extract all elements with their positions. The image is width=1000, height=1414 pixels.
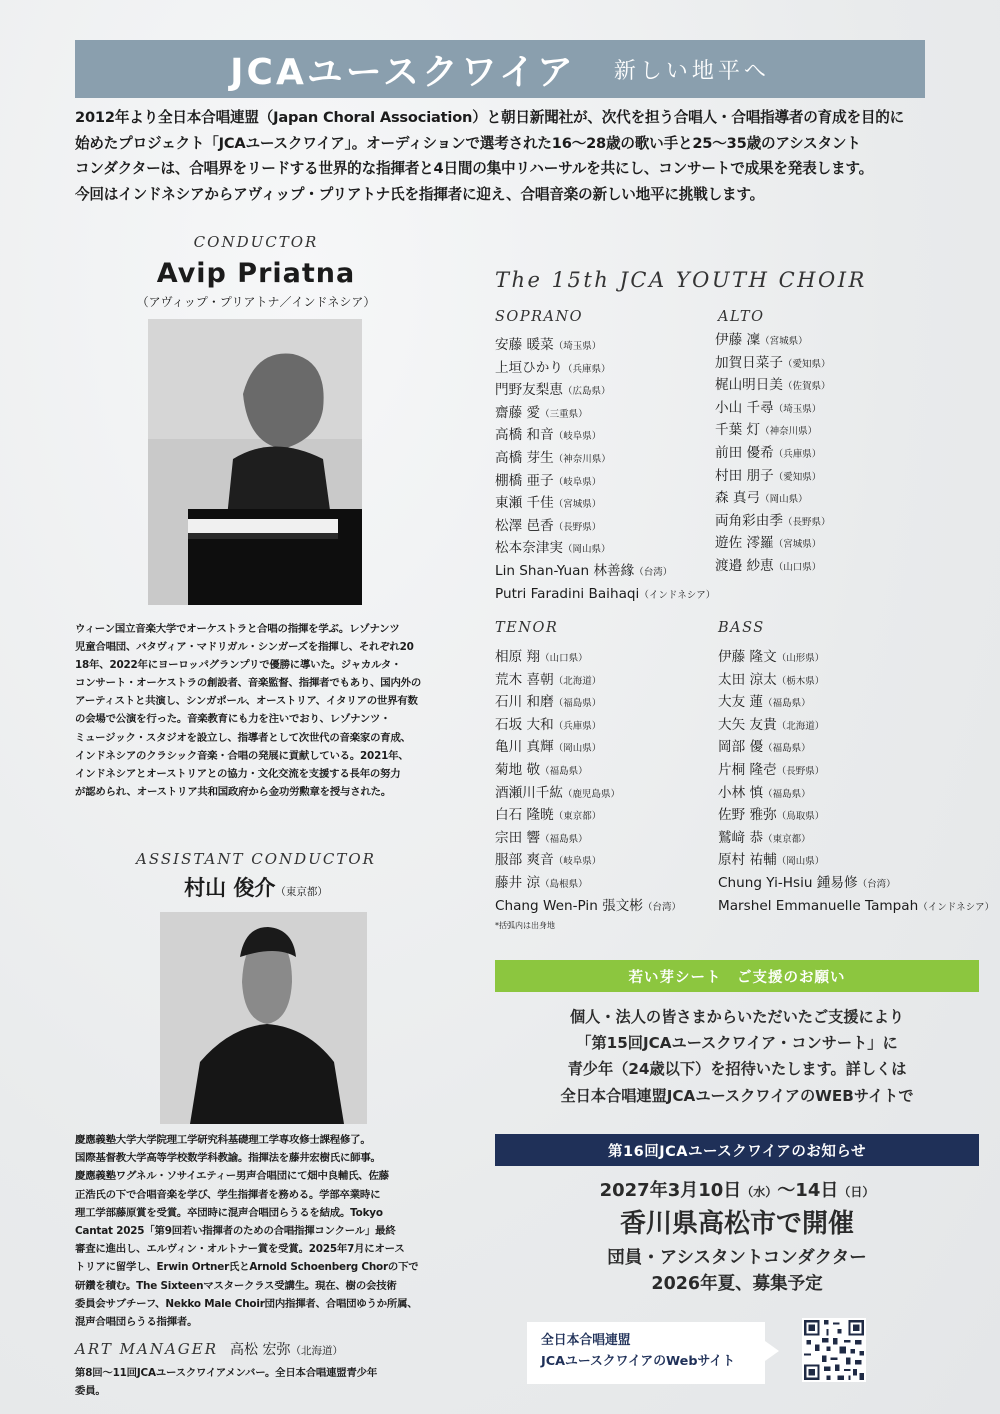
member-name: 両角彩由季 — [715, 512, 783, 529]
member-pref: （福島県） — [540, 833, 588, 845]
conductor-bio-line: ミュージック・スタジオを設立し、指導者として次世代の音楽家の育成、 — [75, 731, 411, 744]
member-name: Chung Yi-Hsiu 鍾易修 — [718, 874, 858, 891]
assistant-bio-line: 国際基督教大学高等学校数学科教諭。指揮法を藤井宏樹氏に師事。 — [75, 1152, 381, 1165]
member-row — [718, 896, 994, 919]
member-name: 高橋 和音 — [495, 427, 554, 444]
conductor-bio-line: が認められ、オーストリア共和国政府から金功労勲章を授与された。 — [75, 785, 392, 798]
conductor-bio — [75, 620, 437, 801]
member-name: 松本奈津実 — [495, 540, 563, 557]
member-pref: （岐阜県） — [553, 476, 602, 488]
member-row — [715, 443, 830, 466]
support-title-bar: 若い芽シート ご支援のお願い — [495, 960, 979, 992]
soprano-list — [495, 335, 715, 606]
member-name: 松澤 邑香 — [495, 517, 554, 534]
member-pref: （北海道） — [776, 720, 825, 732]
member-row — [495, 783, 681, 806]
art-manager-row — [75, 1339, 343, 1359]
member-name: 服部 爽音 — [495, 852, 554, 869]
notice-date — [495, 1176, 979, 1202]
art-manager-name: 高松 宏弥 — [230, 1342, 291, 1358]
title-banner — [75, 40, 925, 98]
member-name: 大友 蓮 — [718, 694, 764, 711]
member-name: 小林 慎 — [718, 784, 764, 801]
member-row — [495, 828, 681, 851]
member-name: Lin Shan-Yuan 林善緣 — [495, 562, 635, 579]
intro-line: 2012年より全日本合唱連盟（Japan Choral Association）と朝日新聞社が、次代を担う合唱人・合唱指導者の育成を目的に — [75, 109, 905, 126]
intro-line: コンダクターは、合唱界をリードする世界的な指揮者と4日間の集中リハーサルを共にし、コンサートで成果を発表します。 — [75, 160, 873, 177]
member-row — [495, 425, 715, 448]
member-row — [715, 330, 830, 353]
member-pref: （福島県） — [763, 743, 811, 755]
member-pref: （岐阜県） — [553, 856, 602, 868]
conductor-bio-line: 児童合唱団、バタヴィア・マドリガル・シンガーズを指揮し、それぞれ20 — [75, 641, 414, 654]
member-name: 原村 祐輔 — [718, 852, 777, 869]
member-row — [495, 538, 715, 561]
member-name: 相原 翔 — [495, 649, 541, 665]
member-name: 高橋 芽生 — [495, 449, 554, 466]
member-pref: （東京都） — [763, 833, 811, 845]
member-pref: （台湾） — [634, 566, 673, 578]
member-row — [495, 471, 715, 494]
art-manager-label: ART MANAGER — [75, 1340, 219, 1358]
member-row — [715, 556, 830, 579]
member-pref: （岐阜県） — [553, 431, 602, 443]
member-pref: （台湾） — [642, 901, 681, 913]
member-pref: （岡山県） — [760, 494, 808, 506]
member-row — [495, 380, 715, 403]
conductor-bio-line: 18年、2022年にヨーロッパグランプリで優勝に導いた。ジャカルタ・ — [75, 659, 402, 672]
member-name: 千葉 灯 — [715, 422, 761, 439]
member-pref: （愛知県） — [773, 471, 822, 483]
member-pref: （神奈川県） — [553, 453, 611, 465]
member-name: Putri Faradini Baihaqi — [495, 585, 640, 602]
website-callout[interactable] — [527, 1322, 765, 1384]
member-row — [495, 516, 715, 539]
tenor-list — [495, 647, 681, 918]
notice-date-end: 〜14日 — [777, 1180, 839, 1201]
member-pref: （埼玉県） — [773, 403, 822, 415]
art-manager-bio — [75, 1364, 445, 1400]
assistant-name: 村山 俊介 — [184, 876, 276, 900]
member-pref: （広島県） — [562, 386, 611, 398]
art-manager-bio-line: 委員。 — [75, 1385, 106, 1398]
conductor-bio-line: インドネシアとオーストリアとの協力・文化交流を支援する長年の努力 — [75, 767, 401, 780]
notice-recruit-line: 団員・アシスタントコンダクター — [607, 1248, 867, 1268]
member-pref: （愛知県） — [782, 358, 831, 370]
member-pref: （福島県） — [553, 698, 602, 710]
notice-date-day2: （日） — [838, 1185, 875, 1199]
conductor-bio-line: の会場で公演を行った。音楽教育にも力を注いでおり、レゾナンツ・ — [75, 713, 391, 726]
notice-title-bar: 第16回JCAユースクワイアのお知らせ — [495, 1134, 979, 1166]
member-name: 佐野 雅弥 — [718, 807, 777, 824]
member-pref: （兵庫県） — [773, 448, 822, 460]
member-pref: （岡山県） — [776, 856, 825, 868]
member-pref: （東京都） — [553, 811, 602, 823]
notice-recruit-line: 2026年夏、募集予定 — [651, 1274, 823, 1294]
assistant-bio-line: トリアに留学し、Erwin Ortner氏とArnold Schoenberg Chorの下で — [75, 1261, 419, 1274]
conductor-subtitle: （アヴィップ・プリアトナ／インドネシア） — [136, 295, 376, 309]
member-name: Marshel Emmanuelle Tampah — [718, 897, 919, 914]
member-pref: （栃木県） — [776, 675, 825, 687]
member-row — [495, 493, 715, 516]
member-pref: （インドネシア） — [918, 901, 995, 913]
member-name: 門野友梨恵 — [495, 382, 563, 399]
assistant-label: ASSISTANT CONDUCTOR — [136, 850, 376, 868]
member-name: 鷲﨑 恭 — [718, 829, 764, 846]
member-name: 石坂 大和 — [495, 716, 554, 733]
member-name: 岡部 優 — [718, 739, 764, 756]
assistant-bio-line: 慶應義塾大学大学院理工学研究科基礎理工学専攻修士課程修了。 — [75, 1134, 371, 1146]
member-row — [715, 420, 830, 443]
support-line: 「第15回JCAユースクワイア・コンサート」に — [576, 1034, 898, 1053]
member-row — [718, 760, 994, 783]
assistant-pref: （東京都） — [275, 886, 328, 898]
callout-arrow-icon — [765, 1341, 779, 1361]
member-row — [715, 511, 830, 534]
bass-list — [718, 647, 994, 918]
member-row — [718, 805, 994, 828]
assistant-name-block — [75, 872, 437, 902]
assistant-bio-line: 正浩氏の下で合唱音楽を学び、学生指揮者を務める。学部卒業時に — [75, 1188, 381, 1201]
member-pref: （鳥取県） — [776, 811, 825, 823]
soprano-label: SOPRANO — [495, 309, 584, 325]
member-name: 白石 隆暁 — [495, 807, 554, 824]
notice-recruit — [495, 1245, 979, 1297]
support-line: 青少年（24歳以下）を招待いたします。詳しくは — [567, 1060, 907, 1079]
website-callout-line1: 全日本合唱連盟 — [541, 1333, 631, 1348]
member-row — [715, 375, 830, 398]
banner-title: JCAユースクワイア — [230, 51, 576, 93]
member-row — [495, 737, 681, 760]
member-row — [495, 358, 715, 381]
art-manager-bio-line: 第8回〜11回JCAユースクワイアメンバー。全日本合唱連盟青少年 — [75, 1367, 378, 1379]
member-pref: （山口県） — [773, 561, 822, 573]
member-row — [718, 737, 994, 760]
member-row — [495, 403, 715, 426]
support-line: 全日本合唱連盟JCAユースクワイアのWEBサイトで — [560, 1086, 914, 1105]
assistant-bio-line: 理工学部藤原賞を受賞。卒団時に混声合唱団らうるを結成。Tokyo — [75, 1206, 383, 1219]
member-name: 伊藤 凜 — [715, 332, 761, 348]
alto-list — [715, 330, 830, 579]
member-name: 小山 千尋 — [715, 399, 774, 416]
conductor-bio-line: ウィーン国立音楽大学でオーケストラと合唱の指揮を学ぶ。レゾナンツ — [75, 623, 400, 635]
member-row — [715, 353, 830, 376]
alto-label: ALTO — [718, 309, 765, 325]
intro-line: 今回はインドネシアからアヴィップ・プリアトナ氏を指揮者に迎え、合唱音楽の新しい地平に挑戦します。 — [75, 185, 765, 203]
member-name: 大矢 友貴 — [718, 716, 777, 733]
member-pref: （山形県） — [776, 653, 825, 664]
choir-footnote: *括弧内は出身地 — [495, 921, 555, 930]
notice-date-day1: （水） — [741, 1185, 778, 1199]
conductor-photo — [148, 319, 362, 605]
member-name: 酒瀬川千紘 — [495, 784, 563, 801]
member-name: 亀川 真輝 — [495, 739, 554, 756]
member-pref: （台湾） — [857, 878, 896, 890]
member-row — [715, 533, 830, 556]
notice-place: 香川県高松市で開催 — [619, 1209, 854, 1239]
member-row — [495, 805, 681, 828]
member-pref: （インドネシア） — [639, 589, 716, 601]
member-row — [495, 561, 715, 584]
member-pref: （鹿児島県） — [562, 788, 620, 800]
member-pref: （埼玉県） — [553, 341, 602, 352]
member-name: 梶山明日美 — [715, 377, 783, 394]
member-pref: （兵庫県） — [562, 363, 611, 375]
member-row — [495, 335, 715, 358]
member-pref: （岡山県） — [553, 743, 602, 755]
member-pref: （宮城県） — [773, 539, 822, 551]
member-name: 前田 優希 — [715, 444, 774, 461]
member-name: 片桐 隆壱 — [718, 761, 777, 778]
member-row — [718, 692, 994, 715]
member-name: 菊地 敬 — [495, 761, 541, 778]
member-row — [715, 488, 830, 511]
member-pref: （福島県） — [763, 788, 811, 800]
assistant-bio-line: 研鑽を積む。The Sixteenマスタークラス受講生。現在、樹の会技術 — [75, 1279, 397, 1292]
intro-line: 始めたプロジェクト「JCAユースクワイア」。オーディションで選考された16〜28歳の歌い手と25〜35歳のアシスタント — [75, 134, 861, 152]
member-name: 伊藤 隆文 — [718, 649, 777, 665]
support-text — [495, 1004, 979, 1109]
member-row — [495, 584, 715, 607]
member-row — [718, 828, 994, 851]
member-name: 上垣ひかり — [495, 359, 563, 376]
member-name: 荒木 喜朝 — [495, 671, 554, 688]
member-pref: （宮城県） — [760, 336, 808, 347]
bass-label: BASS — [718, 620, 765, 636]
qr-code-icon[interactable] — [802, 1318, 866, 1382]
member-row — [495, 715, 681, 738]
notice-date-start: 2027年3月10日 — [599, 1180, 742, 1201]
member-name: 森 真弓 — [715, 490, 761, 507]
choir-title: The 15th JCA YOUTH CHOIR — [495, 268, 867, 292]
member-name: 渡邉 紗恵 — [715, 557, 774, 574]
member-row — [495, 670, 681, 693]
member-name: 遊佐 澪羅 — [715, 535, 774, 552]
member-name: 加賀日菜子 — [715, 354, 783, 371]
member-pref: （長野県） — [782, 516, 831, 528]
member-pref: （佐賀県） — [782, 381, 831, 393]
member-name: Chang Wen-Pin 張文彬 — [495, 897, 643, 914]
member-row — [715, 398, 830, 421]
member-pref: （福島県） — [540, 765, 588, 777]
member-name: 安藤 暖菜 — [495, 337, 554, 353]
member-pref: （三重県） — [540, 408, 588, 420]
assistant-bio-line: Cantat 2025「第9回若い指揮者のための合唱指揮コンクール」最終 — [75, 1225, 396, 1238]
member-name: 村田 朋子 — [715, 467, 774, 484]
member-pref: （長野県） — [553, 521, 602, 533]
intro-text — [75, 105, 935, 207]
assistant-bio-line: 混声合唱団らうる指揮者。 — [75, 1316, 198, 1329]
member-name: 東瀬 千佳 — [495, 495, 554, 512]
conductor-label: CONDUCTOR — [193, 233, 319, 251]
member-row — [495, 448, 715, 471]
member-pref: （宮城県） — [553, 499, 602, 511]
member-name: 石川 和磨 — [495, 694, 554, 711]
conductor-name: Avip Priatna — [156, 258, 356, 289]
member-row — [495, 760, 681, 783]
assistant-bio-line: 審査に進出し、エルヴィン・オルトナー賞を受賞。2025年7月にオース — [75, 1243, 405, 1256]
tenor-label: TENOR — [495, 620, 559, 636]
support-line: 個人・法人の皆さまからいただいたご支援により — [569, 1008, 905, 1026]
website-callout-line2: JCAユースクワイアのWebサイト — [541, 1354, 736, 1369]
assistant-bio — [75, 1131, 445, 1331]
member-row — [718, 850, 994, 873]
assistant-bio-line: 慶應義塾ワグネル・ソサイエティー男声合唱団にて畑中良輔氏、佐藤 — [75, 1170, 389, 1183]
member-row — [718, 783, 994, 806]
member-pref: （福島県） — [763, 698, 811, 710]
member-row — [495, 896, 681, 919]
assistant-photo — [160, 912, 367, 1124]
member-row — [718, 647, 994, 670]
member-name: 棚橋 亜子 — [495, 472, 554, 489]
member-name: 齋藤 愛 — [495, 404, 541, 421]
member-pref: （長野県） — [776, 765, 825, 777]
member-row — [715, 466, 830, 489]
member-row — [718, 670, 994, 693]
banner-subtitle: 新しい地平へ — [613, 58, 770, 84]
member-pref: （北海道） — [553, 675, 602, 687]
member-name: 宗田 響 — [495, 829, 541, 846]
member-row — [495, 647, 681, 670]
member-row — [718, 873, 994, 896]
member-pref: （兵庫県） — [553, 720, 602, 732]
conductor-bio-line: アーティストと共演し、シンガポール、オーストリア、イタリアの世界有数 — [75, 695, 418, 708]
member-name: 藤井 涼 — [495, 874, 541, 891]
member-pref: （島根県） — [540, 878, 588, 890]
assistant-bio-line: 委員会サブチーフ、Nekko Male Choir団内指揮者、合唱団ゆうか所属、 — [75, 1297, 418, 1310]
conductor-bio-line: コンサート・オーケストラの創設者、音楽監督、指揮者でもあり、国内外の — [75, 677, 422, 690]
member-name: 太田 涼太 — [718, 671, 777, 688]
member-row — [495, 850, 681, 873]
conductor-bio-line: インドネシアのクラシック音楽・合唱の発展に貢献している。2021年、 — [75, 749, 409, 762]
member-pref: （山口県） — [540, 653, 588, 664]
member-row — [718, 715, 994, 738]
art-manager-pref: （北海道） — [290, 1345, 343, 1357]
member-row — [495, 692, 681, 715]
member-row — [495, 873, 681, 896]
member-pref: （神奈川県） — [760, 426, 818, 438]
member-pref: （岡山県） — [562, 544, 611, 556]
